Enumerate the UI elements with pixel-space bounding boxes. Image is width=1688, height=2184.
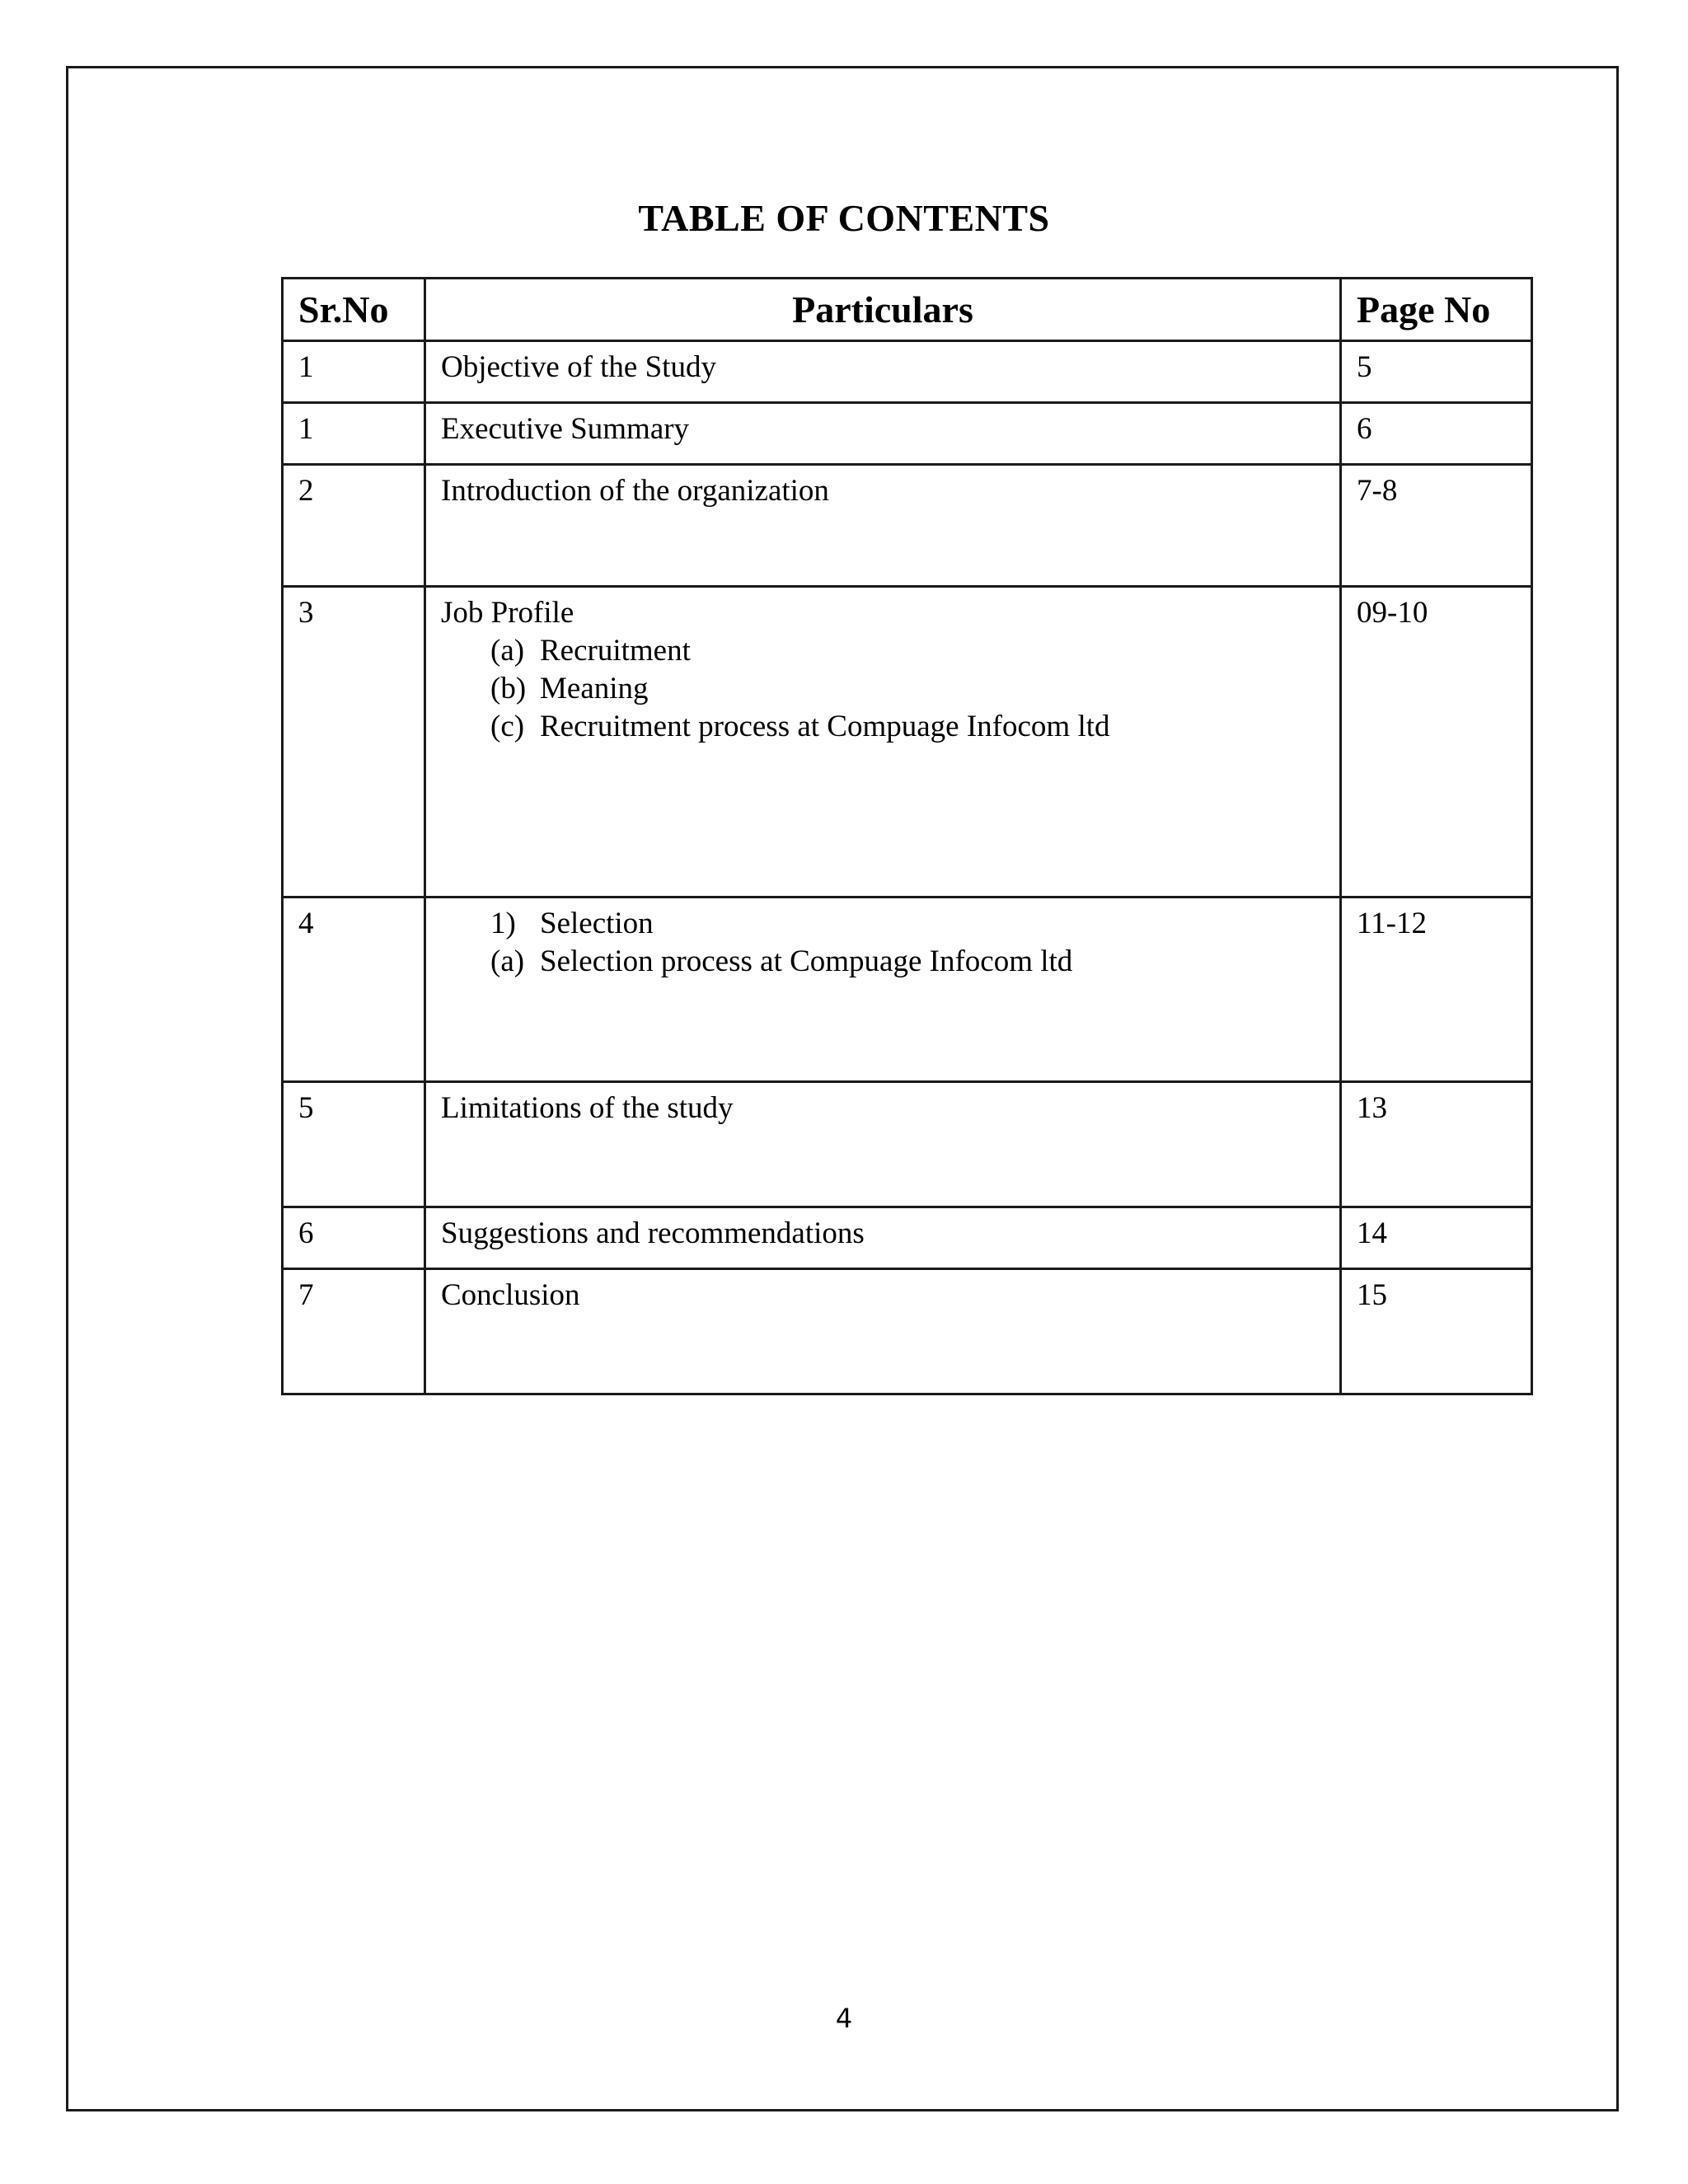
sr-no-cell: 4 [283, 898, 425, 1082]
sub-item [441, 905, 1339, 943]
sub-item [441, 708, 1339, 746]
table-row [283, 1207, 1532, 1269]
table-row [283, 465, 1532, 587]
sub-item-text: Recruitment [540, 634, 691, 668]
sr-no-cell: 1 [283, 403, 425, 465]
page-no-cell: 14 [1341, 1207, 1532, 1269]
particulars-cell [425, 1207, 1341, 1269]
sr-no-cell: 7 [283, 1269, 425, 1394]
entry-title: Conclusion [441, 1278, 580, 1312]
particulars-cell [425, 403, 1341, 465]
entry-title: Objective of the Study [441, 350, 716, 384]
particulars-cell [425, 341, 1341, 403]
table-row [283, 403, 1532, 465]
entry-title: Limitations of the study [441, 1091, 734, 1125]
page-title: TABLE OF CONTENTS [638, 197, 1050, 239]
sub-item-marker: 1) [490, 907, 516, 940]
sub-item-marker: (a) [490, 634, 525, 668]
particulars-cell [425, 898, 1341, 1082]
page-no-cell: 5 [1341, 341, 1532, 403]
table-row [283, 1269, 1532, 1394]
sr-no-cell: 3 [283, 587, 425, 898]
page-no-cell: 15 [1341, 1269, 1532, 1394]
table-header-row [283, 279, 1532, 341]
header-particulars: Particulars [425, 279, 1341, 341]
particulars-cell [425, 465, 1341, 587]
page-number: 4 [835, 2003, 853, 2034]
header-sr-no: Sr.No [283, 279, 425, 341]
entry-title: Suggestions and recommendations [441, 1216, 865, 1250]
page-no-cell: 13 [1341, 1082, 1532, 1207]
particulars-cell [425, 587, 1341, 898]
sub-item [441, 943, 1339, 981]
table-row [283, 587, 1532, 898]
page-no-cell: 6 [1341, 403, 1532, 465]
particulars-cell [425, 1269, 1341, 1394]
entry-title: Executive Summary [441, 412, 690, 446]
sub-item-list [441, 905, 1339, 981]
table-of-contents [281, 277, 1533, 1395]
particulars-cell [425, 1082, 1341, 1207]
sub-item-marker: (c) [490, 710, 525, 743]
sr-no-cell: 5 [283, 1082, 425, 1207]
entry-title: Introduction of the organization [441, 474, 829, 508]
sub-item-text: Meaning [540, 672, 649, 705]
sub-item-text: Selection process at Compuage Infocom ltd [540, 944, 1073, 978]
sr-no-cell: 1 [283, 341, 425, 403]
sub-item-marker: (b) [490, 672, 527, 705]
page-no-cell: 09-10 [1341, 587, 1532, 898]
entry-title: Job Profile [441, 596, 574, 630]
header-page-no: Page No [1341, 279, 1532, 341]
page-no-cell: 7-8 [1341, 465, 1532, 587]
sub-item-text: Recruitment process at Compuage Infocom ltd [540, 710, 1110, 743]
sub-item [441, 632, 1339, 670]
sub-item [441, 670, 1339, 708]
sub-item-marker: (a) [490, 944, 525, 978]
sub-item-list [441, 632, 1339, 746]
sr-no-cell: 6 [283, 1207, 425, 1269]
sr-no-cell: 2 [283, 465, 425, 587]
table-row [283, 1082, 1532, 1207]
table-row [283, 898, 1532, 1082]
table-row [283, 341, 1532, 403]
page-no-cell: 11-12 [1341, 898, 1532, 1082]
sub-item-text: Selection [540, 907, 654, 940]
